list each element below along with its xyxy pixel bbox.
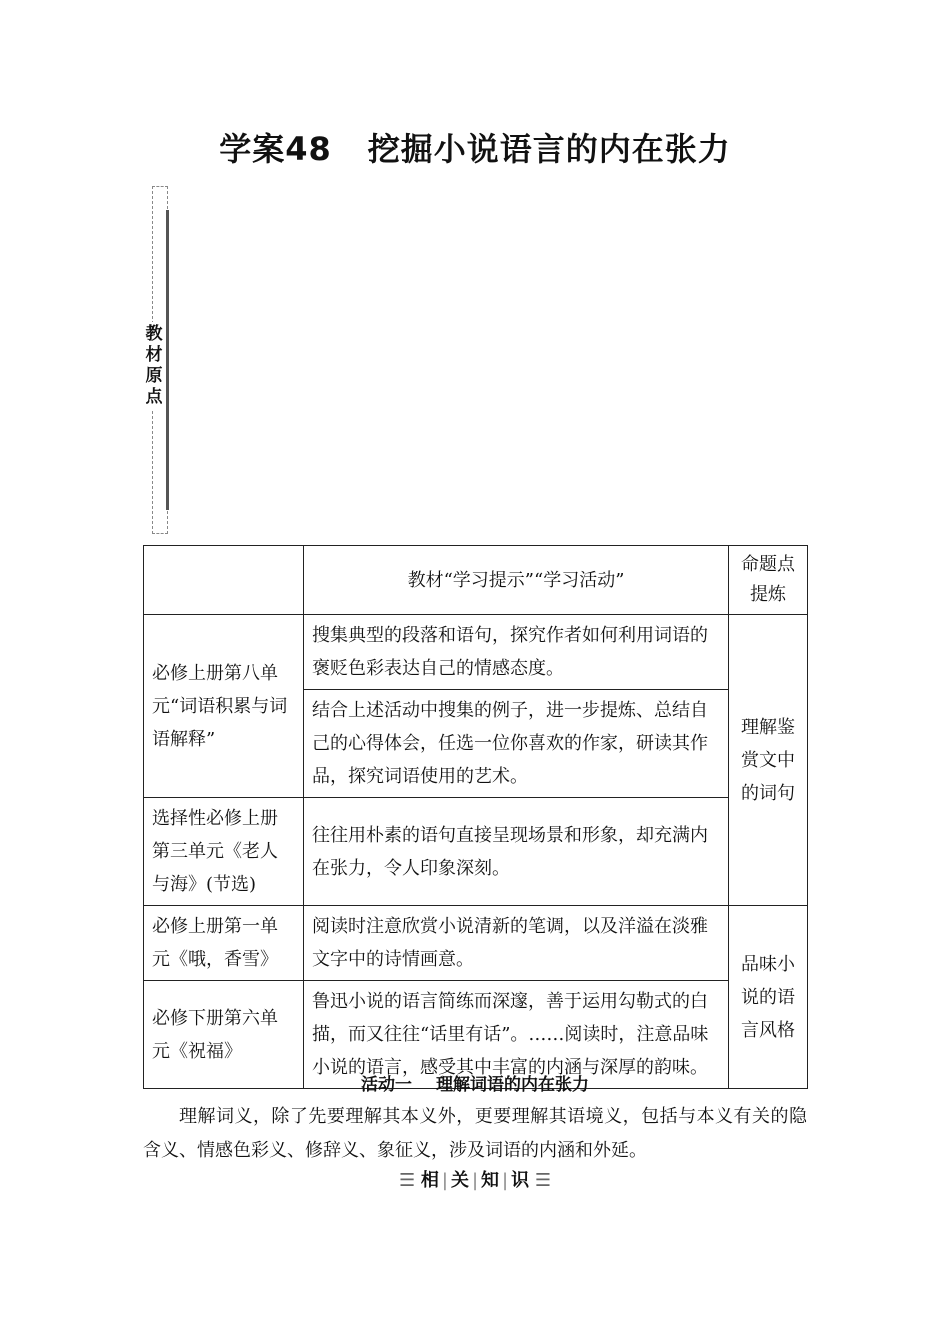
knowledge-char: 相 [420, 1170, 439, 1191]
point-cell: 品味小说的语言风格 [729, 906, 808, 1089]
source-cell: 必修上册第八单元“词语积累与词语解释” [144, 615, 304, 798]
source-cell: 选择性必修上册第三单元《老人与海》(节选) [144, 798, 304, 906]
table-row [144, 615, 808, 690]
header-cell-source [144, 546, 304, 615]
table-row [144, 906, 808, 981]
knowledge-char: 知 [481, 1170, 500, 1191]
table-header-row [144, 546, 808, 615]
tip-cell: 搜集典型的段落和语句，探究作者如何利用词语的褒贬色彩表达自己的情感态度。 [304, 615, 729, 690]
knowledge-char: 关 [450, 1170, 469, 1191]
tip-cell: 往往用朴素的语句直接呈现场景和形象，却充满内在张力，令人印象深刻。 [304, 798, 729, 906]
title-prefix: 学案 [219, 130, 286, 168]
textbook-table [143, 545, 808, 1089]
side-label: 教材原点 [144, 322, 164, 410]
activity-label: 活动一 [361, 1075, 412, 1095]
tip-cell: 结合上述活动中搜集的例子，进一步提炼、总结自己的心得体会，任选一位你喜欢的作家，研读其作品，探究词语使用的艺术。 [304, 690, 729, 798]
tip-cell: 鲁迅小说的语言简练而深邃，善于运用勾勒式的白描，而又往往“话里有话”。……阅读时，注意品味小说的语言，感受其中丰富的内涵与深厚的韵味。 [304, 981, 729, 1089]
page-title [0, 124, 950, 170]
title-text: 挖掘小说语言的内在张力 [367, 130, 731, 168]
table-row [144, 798, 808, 906]
activity-heading [0, 1070, 950, 1095]
tip-cell: 阅读时注意欣赏小说清新的笔调，以及洋溢在淡雅文字中的诗情画意。 [304, 906, 729, 981]
header-cell-tips: 教材“学习提示”“学习活动” [304, 546, 729, 615]
knowledge-char: 识 [511, 1170, 530, 1191]
source-cell: 必修下册第六单元《祝福》 [144, 981, 304, 1089]
knowledge-header: ☰ 相 | 关 | 知 | 识 ☰ [399, 1170, 551, 1191]
activity-title: 理解词语的内在张力 [436, 1075, 589, 1095]
source-cell: 必修上册第一单元《哦，香雪》 [144, 906, 304, 981]
header-cell-points: 命题点提炼 [729, 546, 808, 615]
side-label-rule [166, 210, 169, 510]
left-ornament-icon: ☰ [399, 1170, 421, 1191]
point-cell: 理解鉴赏文中的词句 [729, 615, 808, 906]
title-number: 48 [285, 130, 332, 168]
intro-paragraph: 理解词义，除了先要理解其本义外，更要理解其语境义，包括与本义有关的隐含义、情感色彩义、修辞义、象征义，涉及词语的内涵和外延。 [143, 1106, 807, 1161]
right-ornament-icon: ☰ [529, 1170, 551, 1191]
